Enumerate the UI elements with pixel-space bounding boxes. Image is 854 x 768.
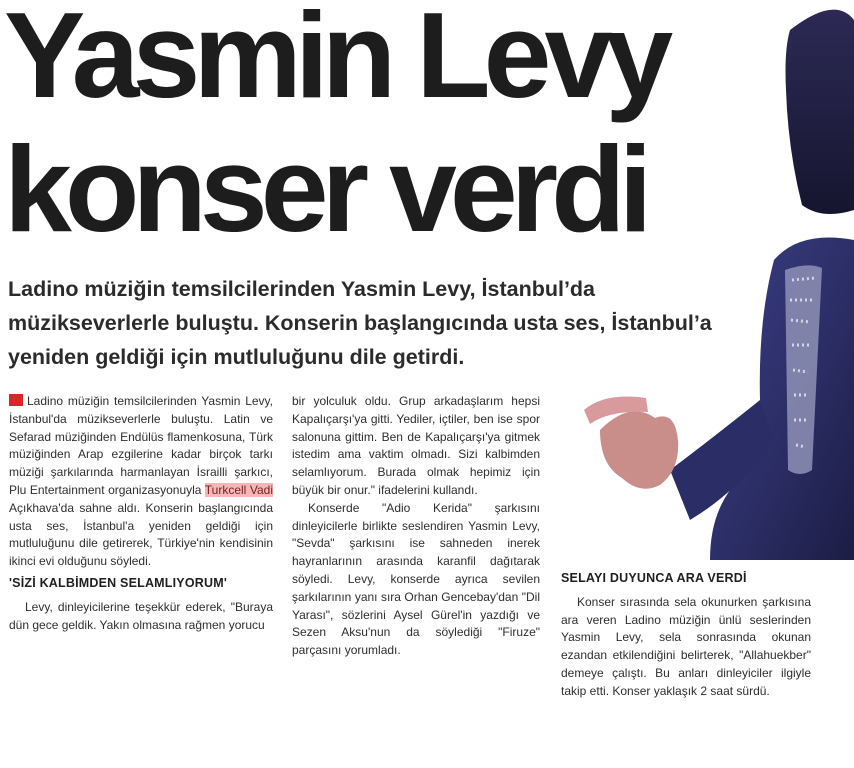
column-1-paragraph-1: [9, 393, 273, 571]
highlighted-venue: Turkcell Vadi: [204, 482, 273, 497]
subheading-2: SELAYI DUYUNCA ARA VERDİ: [561, 571, 747, 585]
column-1-text-b: Açıkhava'da sahne aldı. Konserin başlangıcında usta ses, İstanbul'a yeniden geldiği için mutluluğunu dile getirerek, Türkiye'nin kendisinin ikinci evi olduğunu söyledi.: [9, 500, 273, 569]
singer-hand: [600, 411, 678, 488]
column-2-paragraph-2: Konserde "Adio Kerida" şarkısını dinleyicilerle birlikte seslendiren Yasmin Levy, "Sevda" şarkısını ise sahneden inerek hayranlarının arasında karanfil dağıtarak söyledi. Levy, konserde ayrıca sevilen şarkılarının yanı sıra Orhan Gencebay'dan "Dil Yarası", sözlerini Aysel Gürel'in yazdığı ve Sezen Aksu'nun da söylediği "Firuze" parçasını yorumladı.: [292, 500, 540, 658]
red-marker-icon: [9, 394, 23, 406]
headline-line-2: konser verdi: [4, 121, 646, 257]
headline-line-1: Yasmin Levy: [4, 0, 667, 123]
column-2-paragraph-1: bir yolculuk oldu. Grup arkadaşlarım hepsi Kapalıçarşı'ya gitti. Yediler, içtiler, ben ise spor salonuna gittim. Ben de Kapalıçarşı'ya gitmek istedim ama vaktim olmadı. Sizi kalbimden selamlıyorum. Burada olmak hepimiz için büyük bir onur." ifadelerini kullandı.: [292, 394, 540, 497]
column-1-text-a: Ladino müziğin temsilcilerinden Yasmin Levy, İstanbul'da müzikseverlerle buluştu. Latin ve Sefarad müziğinden Endülüs flamenkosuna, Türk müziğinden Arap ezgilerine kadar birçok tarkı müziği şarkılarında harmanlayan İsrailli şarkıcı, Plu Entertainment organizasyonuyla: [9, 394, 273, 497]
article-deck: Ladino müziğin temsilcilerinden Yasmin Levy, İstanbul’da müzikseverlerle buluştu. Konserin başlangıcında usta ses, İstanbul’a yeniden geldiği için mutluluğunu dile getirdi.: [8, 277, 712, 369]
column-3-paragraph-1: Konser sırasında sela okunurken şarkısına ara veren Ladino müziğin ünlü seslerinden Yasmin Levy, sela sonrasında okunan ezandan etkilendiğini belirterek, "Allahuekber" demeye çalıştı. Bu anları dinleyiciler ilgiyle takip etti. Konser yaklaşık 2 saat sürdü.: [561, 594, 811, 698]
article-column-2: [292, 393, 540, 660]
article-column-3: [561, 570, 811, 701]
article-column-1: [9, 393, 273, 634]
column-1-paragraph-2: Levy, dinleyicilerine teşekkür ederek, "Buraya dün gece geldik. Yakın olmasına rağmen yorucu: [9, 599, 273, 632]
subheading-1: 'SİZİ KALBİMDEN SELAMLIYORUM': [9, 575, 227, 590]
singer-hair: [786, 10, 854, 214]
